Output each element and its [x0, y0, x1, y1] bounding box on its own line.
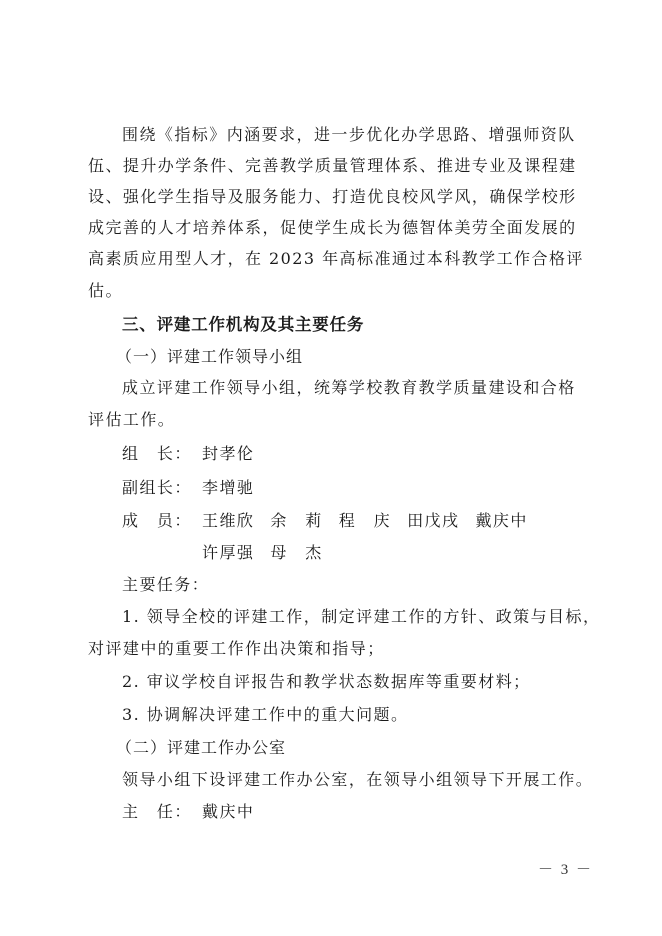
director-label: 主 任：	[122, 802, 192, 821]
members-row-1	[122, 511, 544, 531]
deputy-label: 副组长：	[122, 478, 192, 497]
intro-line-6: 估。	[88, 281, 123, 300]
member-name: 田戊戌	[407, 511, 460, 530]
member-name: 母 杰	[270, 543, 323, 562]
leader-label: 组 长：	[122, 444, 192, 463]
task-line-2: 对评建中的重要工作作出决策和指导；	[88, 639, 385, 658]
member-name: 戴庆中	[475, 511, 528, 530]
leader-row	[122, 444, 254, 464]
intro-line-1: 围绕《指标》内涵要求，进一步优化办学思路、增强师资队	[122, 125, 576, 144]
member-name: 程 庆	[338, 511, 392, 530]
deputy-row	[122, 478, 254, 498]
intro-line-5: 高素质应用型人才，在 2023 年高标准通过本科教学工作合格评	[88, 249, 584, 268]
tasks-label: 主要任务：	[122, 575, 210, 594]
deputy-name: 李增驰	[202, 478, 255, 497]
subsection-one-description-1: 成立评建工作领导小组，统筹学校教育教学质量建设和合格	[122, 378, 576, 397]
director-row	[122, 802, 254, 822]
subsection-two-description: 领导小组下设评建工作办公室，在领导小组领导下开展工作。	[122, 770, 594, 789]
leader-name: 封孝伦	[202, 444, 255, 463]
page-number: － 3 －	[538, 862, 594, 878]
task-line-4: 3. 协调解决评建工作中的重大问题。	[122, 705, 409, 724]
subsection-one-heading: （一）评建工作领导小组	[116, 347, 304, 366]
member-name: 余 莉	[270, 511, 323, 530]
intro-line-4: 成完善的人才培养体系，促使学生成长为德智体美劳全面发展的	[88, 218, 577, 237]
subsection-one-description-2: 评估工作。	[88, 410, 176, 429]
task-line-1: 1. 领导全校的评建工作，制定评建工作的方针、政策与目标，	[122, 607, 601, 626]
intro-line-3: 设、强化学生指导及服务能力、打造优良校风学风，确保学校形	[88, 187, 577, 206]
section-three-heading: 三、评建工作机构及其主要任务	[122, 315, 365, 334]
subsection-two-heading: （二）评建工作办公室	[116, 738, 287, 757]
members-row-2	[122, 543, 339, 563]
member-name: 许厚强	[202, 543, 255, 562]
members-label: 成 员：	[122, 511, 192, 530]
member-name: 王维欣	[202, 511, 255, 530]
task-line-3: 2. 审议学校自评报告和教学状态数据库等重要材料；	[122, 672, 531, 691]
director-name: 戴庆中	[202, 802, 255, 821]
intro-line-2: 伍、提升办学条件、完善教学质量管理体系、推进专业及课程建	[88, 156, 577, 175]
